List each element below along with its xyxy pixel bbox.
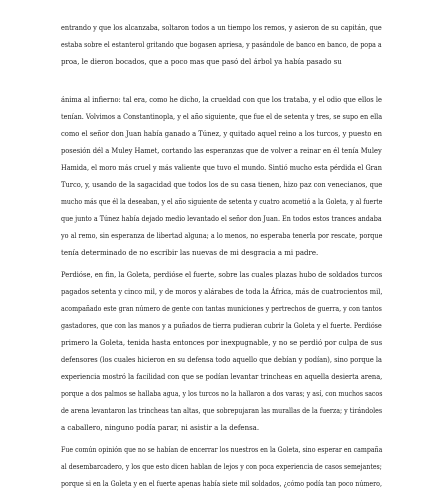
text-line: yo al remo, sin esperanza de libertad alguna; a lo menos, no esperaba tenerla por rescate, porque xyxy=(61,232,383,240)
text-line: proa, le dieron bocados, que a poco mas que pasó del árbol ya había pasado su xyxy=(61,58,342,66)
text-line: que junto a Túnez había dejado medio levantado el señor don Juan. En todos estos trances andaba xyxy=(61,215,382,223)
text-line: a caballero, ninguno podía parar, ni asistir a la defensa. xyxy=(61,424,260,432)
text-line: tenían. Volvimos a Constantinopla, y el año siguiente, que fue el de setenta y tres, se supo en ella xyxy=(61,113,383,121)
text-line: porque si en la Goleta y en el fuerte apenas había siete mil soldados, ¿cómo podía tan poco número, xyxy=(61,480,382,488)
text-line: de arena levantaron las trincheas tan altas, que sobrepujaran las murallas de la fuerza; y tirándoles xyxy=(61,407,383,415)
text-line: tenía determinado de no escribir las nuevas de mi desgracia a mi padre. xyxy=(61,249,319,257)
text-line: entrando y que los alcanzaba, soltaron todos a un tiempo los remos, y asieron de su capitán, que xyxy=(61,24,382,32)
text-line: Turco, y, usando de la sagacidad que todos los de su casa tienen, hizo paz con venecianos, que xyxy=(61,181,383,189)
text-line: ánima al infierno: tal era, como he dicho, la crueldad con que los trataba, y el odio que ellos le xyxy=(61,96,382,104)
text-line: gastadores, que con las manos y a puñados de tierra pudieran cubrir la Goleta y el fuerte. Perdióse xyxy=(61,322,382,330)
text-line: mucho más que él la deseaban, y el año siguiente de setenta y cuatro acometió a la Goleta, y al fuerte xyxy=(61,198,383,206)
text-line: experiencia mostró la facilidad con que se podían levantar trincheas en aquella desierta arena, xyxy=(61,373,383,381)
text-line: posesión dél a Muley Hamet, cortando las esperanzas que de volver a reinar en él tenía Muley xyxy=(61,147,382,155)
text-line: Fue común opinión que no se habían de encerrar los nuestros en la Goleta, sino esperar en campaña xyxy=(61,446,383,454)
text-line: al desembarcadero, y los que esto dicen hablan de lejos y con poca experiencia de casos semejantes; xyxy=(61,463,382,471)
text-line: porque a dos palmos se hallaba agua, y los turcos no la hallaron a dos varas; y así, con muchos sacos xyxy=(61,390,383,398)
text-line: pagados setenta y cinco mil, y de moros y alárabes de toda la África, más de cuatrocientos mil, xyxy=(61,288,383,296)
text-line: Perdióse, en fin, la Goleta, perdióse el fuerte, sobre las cuales plazas hubo de soldados turcos xyxy=(61,271,383,279)
text-line: acompañado este gran número de gente con tantas municiones y pertrechos de guerra, y con tantos xyxy=(61,305,382,313)
text-line: como el señor don Juan había ganado a Túnez, y quitado aquel reino a los turcos, y puesto en xyxy=(61,130,383,138)
text-line: defensores (los cuales hicieron en su defensa todo aquello que debían y podían), sino porque la xyxy=(61,356,383,364)
text-line: primero la Goleta, tenida hasta entonces por inexpugnable, y no se perdió por culpa de sus xyxy=(61,339,383,347)
text-line: Hamida, el moro más cruel y más valiente que tuvo el mundo. Sintió mucho esta pérdida el Gran xyxy=(61,164,382,172)
text-line: estaba sobre el estanterol gritando que bogasen apriesa, y pasándole de banco en banco, de popa a xyxy=(61,41,382,49)
